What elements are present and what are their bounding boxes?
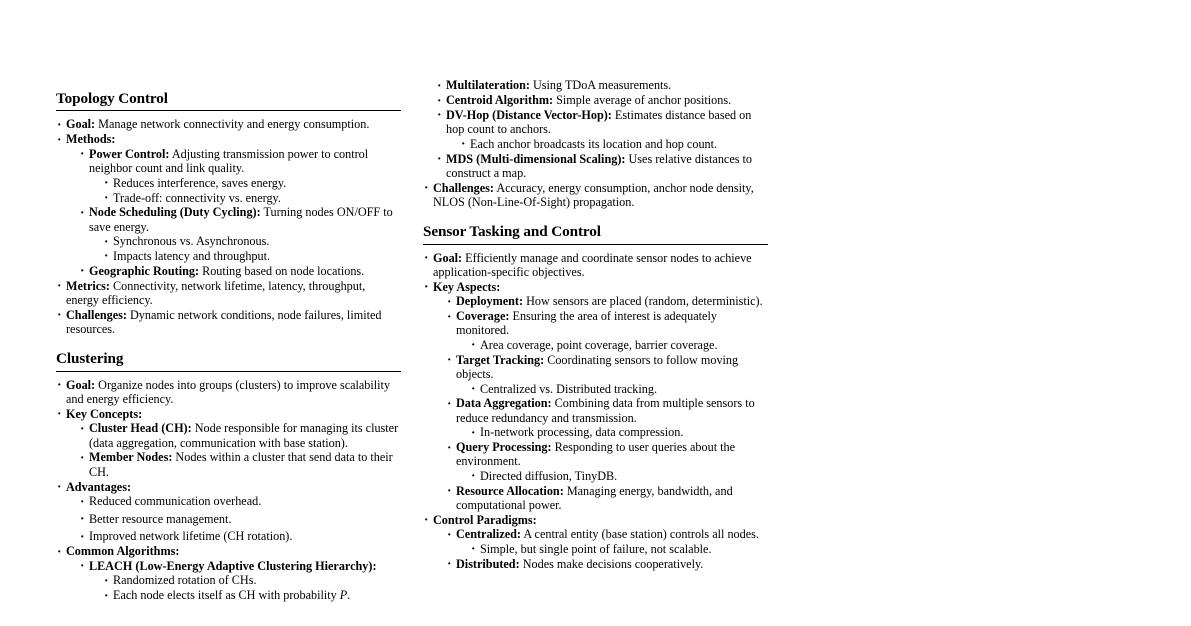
list-item-term: Goal:	[433, 250, 463, 265]
bullet-list-level-1	[423, 251, 768, 571]
section-heading-rule	[56, 371, 401, 372]
bullet-list-level-2	[446, 294, 768, 512]
list-item	[423, 280, 768, 512]
list-item	[446, 557, 768, 571]
list-item-term: Challenges:	[433, 180, 494, 195]
list-item	[423, 181, 768, 210]
list-item	[436, 78, 768, 92]
list-item	[423, 251, 768, 280]
list-item-text: Uses relative distances to construct a map.	[446, 151, 753, 180]
list-item	[470, 469, 768, 483]
list-item-term: Centroid Algorithm:	[446, 93, 554, 108]
list-item	[103, 249, 401, 263]
list-item-term: DV-Hop (Distance Vector-Hop):	[446, 107, 612, 122]
list-item-text: Using TDoA measurements.	[533, 78, 672, 93]
list-item-text: Node responsible for managing its cluster (data aggregation, communication with base station).	[89, 421, 399, 450]
list-item	[446, 440, 768, 483]
list-item	[103, 573, 401, 587]
list-item-text: Efficiently manage and coordinate sensor nodes to achieve application-specific objectives.	[433, 250, 752, 279]
section	[56, 90, 401, 336]
list-item-text: Trade-off: connectivity vs. energy.	[113, 190, 281, 205]
list-item-term: Deployment:	[456, 294, 524, 309]
list-item	[79, 147, 401, 205]
list-item	[460, 137, 768, 151]
list-item-text: Adjusting transmission power to control neighbor count and link quality.	[89, 146, 369, 176]
list-item	[79, 421, 401, 450]
bullet-list-level-2	[79, 494, 401, 544]
list-item	[79, 264, 401, 278]
bullet-list-level-1	[423, 78, 768, 209]
list-item-text: Nodes within a cluster that send data to their CH.	[89, 450, 393, 479]
list-item-text: Simple, but single point of failure, not scalable.	[480, 541, 712, 556]
list-item-term: Control Paradigms:	[433, 512, 537, 527]
list-item	[436, 152, 768, 181]
list-item-text: Randomized rotation of CHs.	[113, 573, 257, 588]
list-item-term: Data Aggregation:	[456, 396, 552, 411]
list-item	[470, 382, 768, 396]
list-item	[56, 480, 401, 544]
list-item	[436, 108, 768, 151]
list-item	[56, 544, 401, 602]
list-item	[103, 588, 401, 602]
list-item-text: Improved network lifetime (CH rotation).	[89, 529, 293, 544]
list-item	[103, 191, 401, 205]
list-item-term: Goal:	[66, 117, 96, 132]
list-item	[56, 378, 401, 407]
math-symbol: P	[339, 588, 348, 603]
bullet-list-level-3	[470, 338, 768, 352]
list-item-text: Nodes make decisions cooperatively.	[522, 556, 704, 571]
list-item-term: Key Aspects:	[433, 279, 501, 294]
list-item-text: Coordinating sensors to follow moving objects.	[456, 352, 739, 382]
bullet-list-level-3	[470, 542, 768, 556]
list-item-suffix: .	[347, 588, 351, 603]
list-item-term: Geographic Routing:	[89, 263, 200, 278]
bullet-list-level-2	[79, 421, 401, 479]
list-item-term: Advantages:	[66, 479, 132, 494]
list-item	[79, 494, 401, 508]
list-item	[436, 93, 768, 107]
bullet-list-level-3	[103, 573, 401, 602]
list-item-text: Impacts latency and throughput.	[113, 248, 271, 263]
list-item-term: MDS (Multi-dimensional Scaling):	[446, 151, 626, 166]
list-item-term: Target Tracking:	[456, 352, 545, 367]
list-item	[79, 205, 401, 263]
section	[423, 78, 768, 209]
list-item	[103, 234, 401, 248]
list-item-text: How sensors are placed (random, deterministic).	[526, 294, 763, 309]
section-heading-rule	[56, 110, 401, 111]
list-item-text: Better resource management.	[89, 511, 232, 526]
list-item	[56, 308, 401, 337]
bullet-list-level-3	[470, 425, 768, 439]
list-item-text: Synchronous vs. Asynchronous.	[113, 234, 270, 249]
list-item-text: Manage network connectivity and energy consumption.	[98, 117, 370, 132]
bullet-list-level-1	[56, 117, 401, 336]
list-item-term: Goal:	[66, 377, 96, 392]
list-item-text: Combining data from multiple sensors to reduce redundancy and transmission.	[456, 396, 755, 425]
list-item	[446, 309, 768, 352]
bullet-list-level-3	[470, 469, 768, 483]
list-item-text: Ensuring the area of interest is adequately monitored.	[456, 309, 717, 338]
list-item	[56, 407, 401, 479]
list-item-text: Centralized vs. Distributed tracking.	[480, 381, 658, 396]
section-heading-rule	[423, 244, 768, 245]
list-item-text: Estimates distance based on hop count to anchors.	[446, 107, 752, 137]
section	[423, 223, 768, 571]
list-item-text: Accuracy, energy consumption, anchor node density, NLOS (Non-Line-Of-Sight) propagation.	[433, 180, 754, 209]
bullet-list-level-2	[79, 559, 401, 603]
section-heading: Topology Control	[56, 90, 168, 107]
list-item-text: Simple average of anchor positions.	[556, 93, 732, 108]
list-item	[56, 279, 401, 308]
list-item-term: Resource Allocation:	[456, 483, 564, 498]
list-item-text: Routing based on node locations.	[202, 263, 365, 278]
list-item	[446, 353, 768, 396]
bullet-list-level-2	[79, 147, 401, 278]
bullet-list-level-3	[103, 234, 401, 263]
list-item-text: Each node elects itself as CH with probability	[113, 588, 340, 603]
bullet-list-level-2	[436, 78, 768, 180]
bullet-list-level-3	[470, 382, 768, 396]
list-item-text: Each anchor broadcasts its location and hop count.	[470, 136, 718, 151]
list-item	[423, 513, 768, 571]
list-item	[470, 338, 768, 352]
bullet-list-level-1	[56, 378, 401, 603]
bullet-list-level-3	[103, 176, 401, 205]
section-heading: Sensor Tasking and Control	[423, 223, 601, 241]
list-item-text: Organize nodes into groups (clusters) to improve scalability and energy efficiency.	[66, 377, 391, 406]
list-item-term: Common Algorithms:	[66, 544, 180, 559]
list-item-text: Reduced communication overhead.	[89, 494, 262, 509]
list-item-term: Methods:	[66, 132, 116, 147]
list-item	[79, 529, 401, 543]
list-item	[446, 484, 768, 513]
list-item	[79, 559, 401, 603]
list-item-text: Turning nodes ON/OFF to save energy.	[89, 205, 393, 234]
list-item	[103, 176, 401, 190]
bullet-list-level-2	[446, 527, 768, 571]
list-item-term: Coverage:	[456, 309, 510, 324]
list-item-term: Challenges:	[66, 307, 127, 322]
list-item-term: Centralized:	[456, 527, 521, 542]
list-item-text: Area coverage, point coverage, barrier coverage.	[480, 337, 718, 352]
list-item-text: Connectivity, network lifetime, latency, throughput, energy efficiency.	[66, 278, 366, 307]
list-item-term: Multilateration:	[446, 78, 530, 93]
list-item-text: A central entity (base station) controls all nodes.	[523, 527, 759, 542]
column-left	[56, 0, 401, 615]
list-item-text: Reduces interference, saves energy.	[113, 175, 287, 190]
list-item-term: Cluster Head (CH):	[89, 421, 192, 436]
list-item	[79, 512, 401, 526]
list-item-text: Managing energy, bandwidth, and computational power.	[456, 483, 733, 512]
list-item	[446, 527, 768, 556]
list-item	[79, 450, 401, 479]
list-item-text: In-network processing, data compression.	[480, 425, 684, 440]
column-right	[423, 0, 768, 584]
bullet-list-level-3	[460, 137, 768, 151]
list-item-term: Distributed:	[456, 556, 520, 571]
list-item	[470, 425, 768, 439]
list-item-term: Node Scheduling (Duty Cycling):	[89, 205, 261, 220]
list-item-term: Query Processing:	[456, 440, 552, 455]
list-item	[470, 542, 768, 556]
list-item-text: Dynamic network conditions, node failures, limited resources.	[66, 307, 382, 337]
section	[56, 350, 401, 602]
list-item-term: Key Concepts:	[66, 406, 143, 421]
list-item	[56, 117, 401, 131]
list-item	[56, 132, 401, 278]
list-item-term: Member Nodes:	[89, 450, 173, 465]
section-heading: Clustering	[56, 350, 124, 368]
list-item-term: Power Control:	[89, 146, 170, 161]
list-item-text: Directed diffusion, TinyDB.	[480, 468, 618, 483]
list-item-term: Metrics:	[66, 278, 110, 293]
list-item	[446, 396, 768, 439]
list-item	[446, 294, 768, 308]
list-item-text: Responding to user queries about the environment.	[456, 440, 736, 469]
list-item-term: LEACH (Low-Energy Adaptive Clustering Hierarchy):	[89, 558, 377, 573]
